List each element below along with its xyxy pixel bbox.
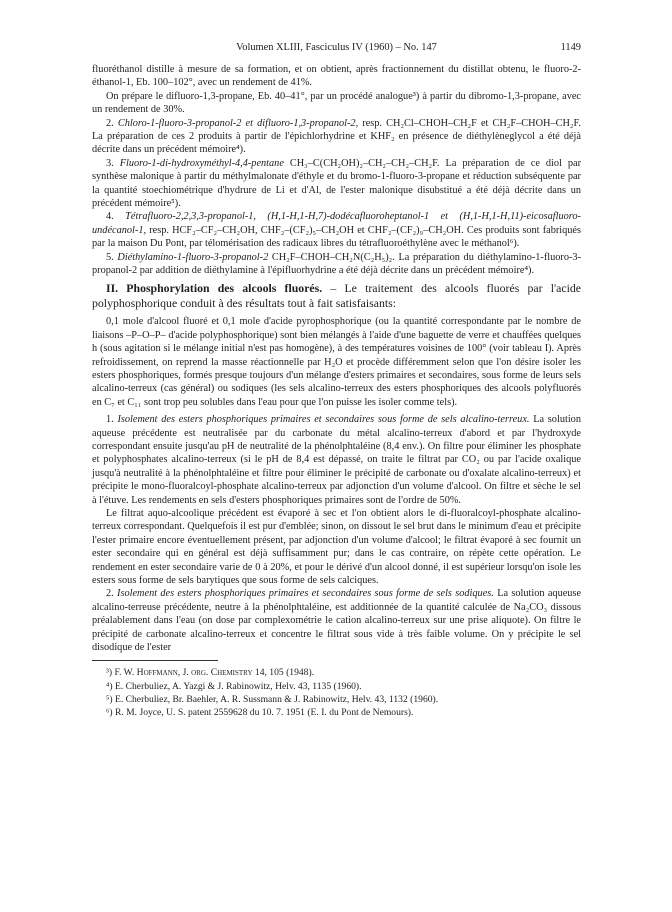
footnotes (92, 666, 581, 719)
footnote (92, 666, 581, 679)
section-intro: – Le traitement des alcools fluorés par l'acide polyphosphorique conduit à des résultats tout à fait satisfaisants: (92, 280, 581, 310)
compound-paragraph (92, 251, 581, 278)
section-heading: II. Phosphorylation des alcools fluorés. (106, 280, 323, 295)
compound-paragraph (92, 157, 581, 211)
footnote-text: E. Cherbuliez, Br. Baehler, A. R. Sussmann & J. Rabinowitz, Helv. 43, 1132 (1960). (114, 693, 439, 705)
item-number: 2. (106, 117, 114, 129)
article-body (92, 63, 581, 719)
procedure-paragraph (92, 413, 581, 507)
item-number: 5. (106, 251, 114, 263)
footnote-text: R. M. Joyce, U. S. patent 2559628 du 10. 7. 1951 (E. I. du Pont de Nemours). (114, 707, 414, 719)
paragraph-text: resp. CH₂Cl–CHOH–CH₂F et CH₂F–CHOH–CH₂F. La préparation de ces 2 produits à partir de l'épichlorhydrine et KHF₂ en présence de diéthylèneglycol a été déjà décrite dans un précédent mémoire⁴). (92, 117, 581, 156)
paragraph: fluoréthanol distille à mesure de sa formation, et on obtient, après fractionnement du distillat obtenu, le fluoro-2-éthanol-1, Eb. 100–102°, avec un rendement de 41%. (92, 64, 581, 89)
paragraph-text: resp. HCF₂–CF₂–CH₂OH, CHF₂–(CF₂)₅–CH₂OH et CHF₂–(CF₂)₉–CH₂OH. Ces produits sont fabriqués par la maison Du Pont, par télomérisation des radicaux libres du tétrafluoroéthylène avec le méthanol⁶). (92, 224, 582, 250)
item-number: 3. (106, 157, 114, 169)
footnote-text: F. W. Hoffmann, J. org. Chemistry 14, 105 (1948). (114, 667, 315, 679)
page-number: 1149 (560, 42, 581, 53)
compound-name: Diéthylamino-1-fluoro-3-propanol-2 (117, 251, 269, 263)
footnote (92, 693, 581, 706)
paragraph: Le filtrat aquo-alcoolique précédent est évaporé à sec et l'on obtient alors le di-fluoralcoyl-phosphate alcalino-terreux correspondant. Quelquefois il est pur d'emblée; sinon, on dissout le sel brut dans le minimum d'eau et précipite l'ester primaire encore éventuellement présent, par adjonction d'un volume d'alcool; le filtrat évaporé à sec fournit un ester secondaire qui en général est déjà suffisamment pur; dans le cas contraire, on répète cette opération. Le rendement en ester secondaire varie de 0 à 20%, et pour le dérivé d'un alcool donné, il est supérieur lorsqu'on isole les esters sous forme de sels barytiques que sous forme de sels calciques. (92, 508, 581, 587)
paragraph-text: La solution aqueuse précédente est neutralisée par du carbonate du métal alcalino-terreux d'abord et par l'hydroxyde correspondant ensuite jusqu'au pH de neutralité de la phénolphtaléine (8,4 env.). On filtre pour éliminer les phosphate et polyphosphates alcalino-terreux (si le pH de 8,4 est dépassé, on traite le filtrat par CO₂ ou par l'acide oxalique jusqu'à neutralité à la phénolphtaléine et filtre pour éliminer le précipité de carbonate ou d'oxalate alcalino-terreux) et précipite le mono-fluoralcoyl-phosphate alcalino-terreux par adjonction d'un volume d'alcool. On filtre et sèche le sel à l'étuve. Les rendements en sels d'esters phosphoriques primaires sont de l'ordre de 50%. (92, 414, 581, 506)
procedure-paragraph (92, 587, 581, 654)
compound-name: Fluoro-1-di-hydroxyméthyl-4,4-pentane (119, 157, 284, 169)
item-number: 4. (106, 211, 114, 223)
procedure-title: Isolement des esters phosphoriques primaires et secondaires sous forme de sels sodiques. (117, 588, 494, 600)
journal-volume-line: Volumen XLIII, Fasciculus IV (1960) – No. 147 (236, 42, 437, 53)
compound-paragraph (92, 117, 581, 157)
footnote-mark: ⁴) (106, 680, 113, 692)
paragraph-text: CH₂F–CHOH–CH₂N(C₂H₅)₂. La préparation du diéthylamino-1-fluoro-3-propanol-2 par addition de diéthylamine à l'épifluorhydrine a été déjà décrite dans un précédent mémoire⁴). (92, 251, 582, 277)
section-heading-paragraph (92, 281, 581, 312)
paragraph-text: CH₃–C(CH₂OH)₂–CH₂–CH₂–CH₂F. La préparation de ce diol par synthèse malonique à partir du méthylmalonate d'éthyle et du bromo-1-fluoro-3-propane et réduction subséquente par la quantité stoechiométrique d'hydrure de Li et d'Al, de l'ester malonique disubstitué a été déjà décrite dans un précédent mémoire⁵). (92, 157, 582, 210)
compound-paragraph (92, 210, 581, 250)
footnote-mark: ⁶) (106, 707, 113, 719)
footnote-text: E. Cherbuliez, A. Yazgi & J. Rabinowitz, Helv. 43, 1135 (1960). (114, 680, 362, 692)
procedure-title: Isolement des esters phosphoriques primaires et secondaires sous forme de sels alcalino-terreux. (117, 414, 530, 426)
footnote-mark: ³) (106, 667, 113, 679)
item-number: 2. (106, 588, 114, 600)
paragraph: On prépare le difluoro-1,3-propane, Eb. 40–41°, par un procédé analogue³) à partir du dibromo-1,3-propane, avec un rendement de 30%. (92, 90, 581, 116)
footnote-divider (92, 660, 218, 661)
running-header (92, 41, 581, 55)
paragraph: 0,1 mole d'alcool fluoré et 0,1 mole d'acide pyrophosphorique (ou la quantité correspondante par le nombre de liaisons –P–O–P– d'acide polyphosphorique) sont bien mélangés à l'aide d'une baguette de verre et chauffées quelques h (sous agitation si le mélange initial n'est pas homogène), à des températures voisines de 100° (voir tableau I). Après refroidissement, on reprend la masse réactionnelle par H₂O et procède différemment selon que l'on désire isoler les esters phosphoriques, formés presque toujours d'un mélange d'esters primaires et secondaires, sous forme de leurs sels alcalino-terreux (cas général) ou sodiques (les sels alcalino-terreux des esters phosphoriques des alcools polyfluorés en C₇ et C₁₁ sont trop peu solubles dans l'eau pour que l'on puisse les isoler comme tels). (92, 316, 581, 408)
paragraph-text: La solution aqueuse alcalino-terreuse précédente, neutre à la phénolphtaléine, est additionnée de la quantité calculée de Na₂CO₃ dissous préalablement dans l'eau (on dose par complexométrie le cation alcalino-terreux sur une prise aliquote). On filtre le précipité de carbonate alcalino-terreux et concentre le filtrat sous vide à très faible volume. On y précipite le sel disodique de l'ester (92, 588, 582, 654)
footnote (92, 680, 581, 693)
footnote-mark: ⁵) (106, 693, 113, 705)
compound-name: Chloro-1-fluoro-3-propanol-2 et difluoro-1,3-propanol-2, (117, 117, 359, 129)
compound-name: Tétrafluoro-2,2,3,3-propanol-1, (H,1-H,1-H,7)-dodécafluoroheptanol-1 et (H,1-H,1-H,11)-eicosafluoro-undécanol-1, (92, 211, 581, 236)
footnote (92, 706, 581, 719)
item-number: 1. (106, 414, 114, 426)
